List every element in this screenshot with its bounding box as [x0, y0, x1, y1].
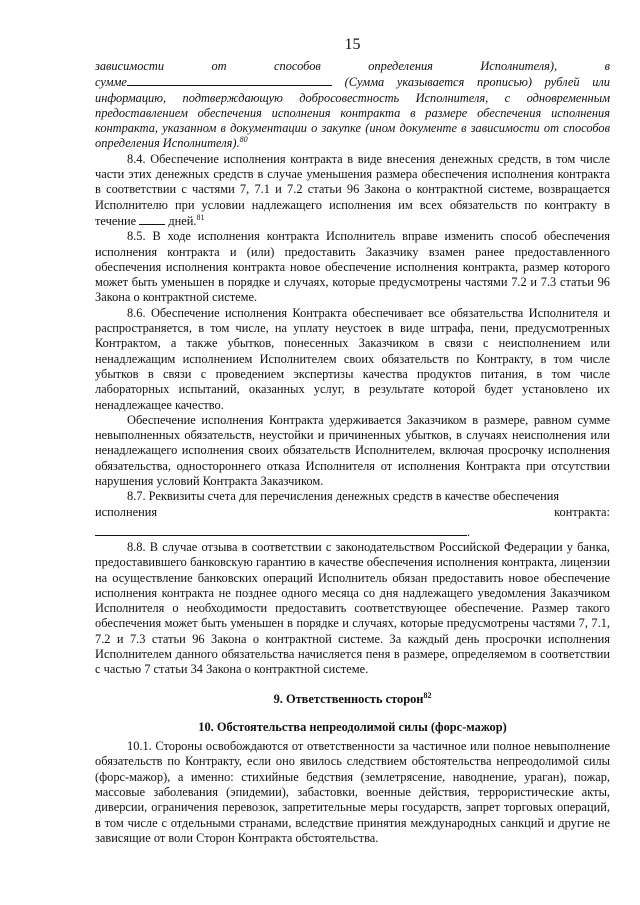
amount-blank — [127, 74, 332, 86]
paragraph-8-5: 8.5. В ходе исполнения контракта Исполнитель вправе изменить способ обеспечения исполнения контракта и (или) предоставить Заказчику взамен ранее предоставленного обеспечения исполнения контракта новое обеспечение исполнения контракта, размер которого может быть уменьшен в порядке и случаях, которые предусмотрены частями 7.2 и 7.3 статьи 96 Закона о контрактной системе. — [95, 229, 610, 305]
paragraph-8-7: 8.7. Реквизиты счета для перечисления денежных средств в качестве обеспечения исполнения контракта: . — [95, 489, 610, 539]
top-paragraph-body: сумме (Сумма указывается прописью) рублей или информацию, подтверждающую добросовестность Исполнителя, с одновременным предоставлением обеспечения исполнения контракта в размере обеспечения исполнения контракта, указанном в документации о закупке (ином документе в зависимости от способов определения Исполнителя).$^{80}$ — [95, 75, 610, 151]
paragraph-8-6: 8.6. Обеспечение исполнения Контракта обеспечивает все обязательства Исполнителя и распространяется, в том числе, на уплату неустоек в виде штрафа, пени, предусмотренных Контрактом, а также убытков, понесенных Заказчиком в связи с неисполнением или ненадлежащим исполнением Исполнителем своих обязательств по Контракту, в том числе убытков в связи с проведением экспертизы качества продуктов питания, в том числе лабораторных испытаний, оказанных услуг, в результате которой будет установлено их ненадлежащее качество. — [95, 305, 610, 412]
paragraph-retention: Обеспечение исполнения Контракта удерживается Заказчиком в размере, равном сумме невыполненных обязательств, неустойки и причиненных убытков, в случаях неисполнения или ненадлежащего исполнения своих обязательств Исполнителем, включая просрочку исполнения обязательства, одностороннего отказа Исполнителя от исполнения Контракта при отсутствии нарушения условий Контракта Заказчиком. — [95, 412, 610, 489]
days-blank — [139, 213, 165, 225]
paragraph-8-8: 8.8. В случае отзыва в соответствии с законодательством Российской Федерации у банка, предоставившего банковскую гарантию в качестве обеспечения исполнения контракта, лицензии на осуществление банковских операций Исполнитель обязан предоставить новое обеспечение исполнения контракта не позднее одного месяца со дня надлежащего уведомления Заказчиком Исполнителя о необходимости предоставить соответствующее обеспечение. Размер такого обеспечения может быть уменьшен в порядке и случаях, которые предусмотрены частями 7, 7.1, 7.2 и 7.3 статьи 96 Закона о контрактной системе. За каждый день просрочки исполнения Исполнителем данного обязательства начисляется пеня в размере, определяемом в соответствии с частью 7 статьи 34 Закона о контрактной системе. — [95, 539, 610, 677]
paragraph-10-1: 10.1. Стороны освобождаются от ответственности за частичное или полное невыполнение обязательств по Контракту, если оно явилось следствием обстоятельства непреодолимой силы (форс-мажор), а именно: стихийные бедствия (землетрясение, наводнение, ураган), пожар, массовые заболевания (эпидемии), забастовки, военные действия, террористические акты, диверсии, ограничения перевозок, запретительные меры государств, запрет торговых операций, в том числе с отдельными странами, вследствие принятия международных санкций и другие не зависящие от воли Сторон Контракта обстоятельства. — [95, 739, 610, 845]
paragraph-top-italic — [95, 59, 610, 152]
paragraph-8-4: 8.4. Обеспечение исполнения контракта в виде внесения денежных средств, в том числе части этих денежных средств в случае уменьшения размера обеспечения исполнения контракта в соответствии с частями 7, 7.1 и 7.2 статьи 96 Закона о контрактной системе, возвращается Исполнителю при условии надлежащего исполнения им всех обязательств по контракту в течение дней.$^{81}$ — [95, 151, 610, 228]
top-line-1: зависимости от способов определения Исполнителя), в — [95, 59, 610, 73]
account-details-blank — [95, 520, 467, 536]
section-heading-9: 9. Ответственность сторон$^{82}$ — [273, 690, 432, 706]
section-heading-10: 10. Обстоятельства непреодолимой силы (форс-мажор) — [198, 719, 507, 734]
page-number: 15 — [344, 36, 361, 53]
